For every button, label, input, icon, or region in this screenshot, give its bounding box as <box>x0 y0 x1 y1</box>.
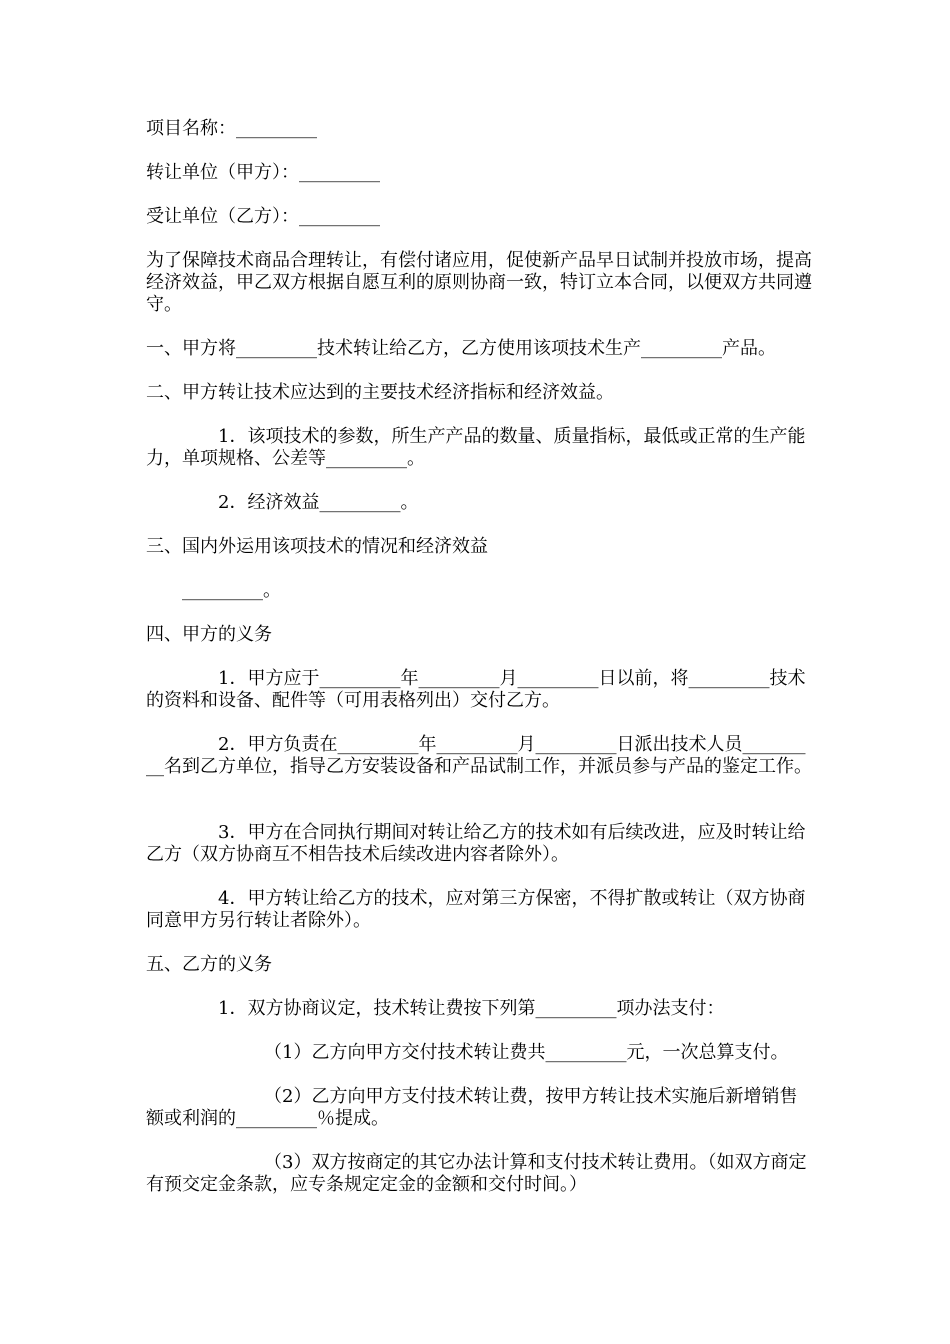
clause-2-item-1: 1．该项技术的参数，所生产产品的数量、质量指标，最低或正常的生产能力，单项规格、公差等_________。 <box>146 426 806 469</box>
clause-1: 一、甲方将_________技术转让给乙方，乙方使用该项技术生产_________产品。 <box>146 338 776 359</box>
clause-4-item-3: 3．甲方在合同执行期间对转让给乙方的技术如有后续改进，应及时转让给乙方（双方协商互不相告技术后续改进内容者除外）。 <box>146 822 806 865</box>
clause-3-heading: 三、国内外运用该项技术的情况和经济效益 <box>146 536 488 557</box>
clause-3-blank: _________。 <box>182 580 281 601</box>
clause-2-item-2: 2．经济效益_________。 <box>218 492 419 513</box>
clause-4-item-2: 2．甲方负责在_________年_________月_________日派出技术人员_________名到乙方单位，指导乙方安装设备和产品试制工作，并派员参与产品的鉴定工作。 <box>146 734 812 777</box>
payment-option-2: （2）乙方向甲方支付技术转让费，按甲方转让技术实施后新增销售额或利润的_________％提成。 <box>146 1086 798 1129</box>
clause-4-heading: 四、甲方的义务 <box>146 624 272 645</box>
clause-4-item-1: 1．甲方应于_________年_________月_________日以前，将_________技术的资料和设备、配件等（可用表格列出）交付乙方。 <box>146 668 806 711</box>
project-name-line: 项目名称：_________ <box>146 118 317 139</box>
transferee-line: 受让单位（乙方）：_________ <box>146 206 380 227</box>
payment-option-3: （3）双方按商定的其它办法计算和支付技术转让费用。（如双方商定有预交定金条款，应专条规定定金的金额和交付时间。） <box>146 1152 807 1195</box>
clause-2-heading: 二、甲方转让技术应达到的主要技术经济指标和经济效益。 <box>146 382 614 403</box>
transferor-line: 转让单位（甲方）：_________ <box>146 162 380 183</box>
clause-5-heading: 五、乙方的义务 <box>146 954 272 975</box>
clause-4-item-4: 4．甲方转让给乙方的技术，应对第三方保密，不得扩散或转让（双方协商同意甲方另行转让者除外）。 <box>146 888 806 931</box>
preamble-paragraph: 为了保障技术商品合理转让，有偿付诸应用，促使新产品早日试制并投放市场，提高经济效益，甲乙双方根据自愿互利的原则协商一致，特订立本合同，以便双方共同遵守。 <box>146 250 812 315</box>
clause-5-item-1: 1．双方协商议定，技术转让费按下列第_________项办法支付： <box>218 998 725 1019</box>
payment-option-1: （1）乙方向甲方交付技术转让费共_________元，一次总算支付。 <box>264 1042 789 1063</box>
